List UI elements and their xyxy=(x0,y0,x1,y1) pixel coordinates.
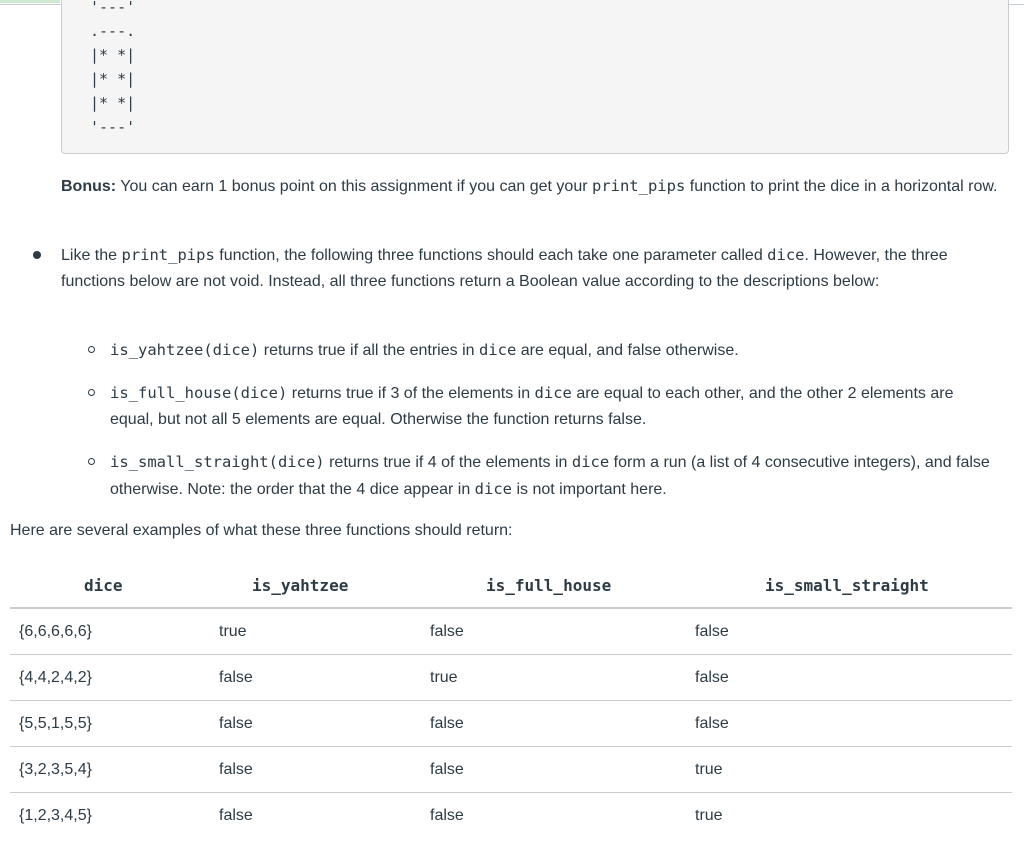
table-cell: false xyxy=(430,806,464,824)
examples-table xyxy=(10,563,1012,838)
function-description: are equal to each other, and the other 2 elements are equal, but not all 5 elements are equal. Otherwise the function returns false. xyxy=(110,385,954,428)
table-cell: false xyxy=(219,655,430,701)
inline-code: print_pips xyxy=(121,246,215,264)
function-description: form a run (a list of 4 consecutive integers), and false otherwise. Note: the order that the 4 dice appear in xyxy=(110,454,990,498)
dice-art-line: '---' xyxy=(90,118,136,136)
table-row xyxy=(10,747,1012,793)
table-cell: false xyxy=(430,701,695,747)
inline-code: print_pips xyxy=(591,177,686,195)
table-cell: {3,2,3,5,4} xyxy=(10,747,219,793)
bullet-text: Like the xyxy=(61,247,122,264)
dice-ascii-art xyxy=(90,0,135,139)
bullet-text: . However, the three functions below are not void. Instead, all three functions return a Boolean value according to the descriptions below: xyxy=(61,247,948,290)
dice-art-line: '---' xyxy=(90,0,136,16)
function-description: returns true if 4 of the elements in xyxy=(324,454,572,471)
table-row xyxy=(10,608,1012,655)
table-cell: {5,5,1,5,5} xyxy=(10,701,219,747)
inline-code: dice xyxy=(474,480,512,498)
table-cell: false xyxy=(695,701,1012,747)
dice-art-line: .---. xyxy=(90,22,136,40)
table-cell: {6,6,6,6,6} xyxy=(10,608,219,655)
sub-list-item xyxy=(110,337,990,364)
table-cell: false xyxy=(695,655,1012,701)
code-block xyxy=(61,0,1009,154)
examples-intro: Here are several examples of what these three functions should return: xyxy=(10,522,513,539)
table-cell: false xyxy=(430,608,695,655)
sub-list-item xyxy=(110,380,990,433)
sub-list-item xyxy=(110,449,990,503)
bonus-paragraph xyxy=(61,174,1011,199)
inline-code: dice xyxy=(571,453,610,471)
table-cell: true xyxy=(430,655,695,701)
inline-code: dice xyxy=(767,246,805,264)
table-cell: false xyxy=(695,608,1012,655)
bonus-text: function to print the dice in a horizontal row. xyxy=(685,178,998,195)
column-header-dice: dice xyxy=(10,563,219,608)
dice-art-line: |* *| xyxy=(90,46,136,64)
dice-art-line: |* *| xyxy=(90,70,136,88)
column-header-is-full-house: is_full_house xyxy=(430,563,695,608)
table-cell: {1,2,3,4,5} xyxy=(19,806,92,824)
function-name: is_small_straight(dice) xyxy=(110,453,325,471)
table-row xyxy=(10,701,1012,747)
table-header-row xyxy=(10,563,1012,608)
bonus-text: You can earn 1 bonus point on this assignment if you can get your xyxy=(116,178,592,195)
table-cell: true xyxy=(695,747,1012,793)
table-row xyxy=(10,793,1012,839)
circle-bullet-icon xyxy=(88,458,95,465)
table-cell: false xyxy=(219,701,430,747)
table-cell: true xyxy=(219,608,430,655)
table-cell: false xyxy=(219,747,430,793)
column-header-is-small-straight: is_small_straight xyxy=(695,563,1012,608)
table-cell: true xyxy=(695,806,723,824)
function-description: returns true if all the entries in xyxy=(259,342,479,359)
circle-bullet-icon xyxy=(88,346,95,353)
circle-bullet-icon xyxy=(88,389,95,396)
inline-code: dice xyxy=(478,341,517,359)
function-name: is_full_house(dice) xyxy=(110,384,288,402)
dice-art-line: |* *| xyxy=(90,94,136,112)
function-description: returns true if 3 of the elements in xyxy=(287,385,535,402)
function-name: is_yahtzee(dice) xyxy=(110,341,260,359)
table-cell: {4,4,2,4,2} xyxy=(10,655,219,701)
bullet-text: function, the following three functions should each take one parameter called xyxy=(214,247,768,264)
column-header-is-yahtzee: is_yahtzee xyxy=(219,563,430,608)
bonus-label: Bonus: xyxy=(61,178,117,195)
function-description: are equal, and false otherwise. xyxy=(516,342,739,359)
table-cell: false xyxy=(219,806,253,824)
inline-code: dice xyxy=(534,384,572,402)
bullet-icon xyxy=(33,251,41,259)
function-description: is not important here. xyxy=(512,481,667,498)
list-item xyxy=(61,242,1011,295)
table-row xyxy=(10,655,1012,701)
table-cell: false xyxy=(430,747,695,793)
